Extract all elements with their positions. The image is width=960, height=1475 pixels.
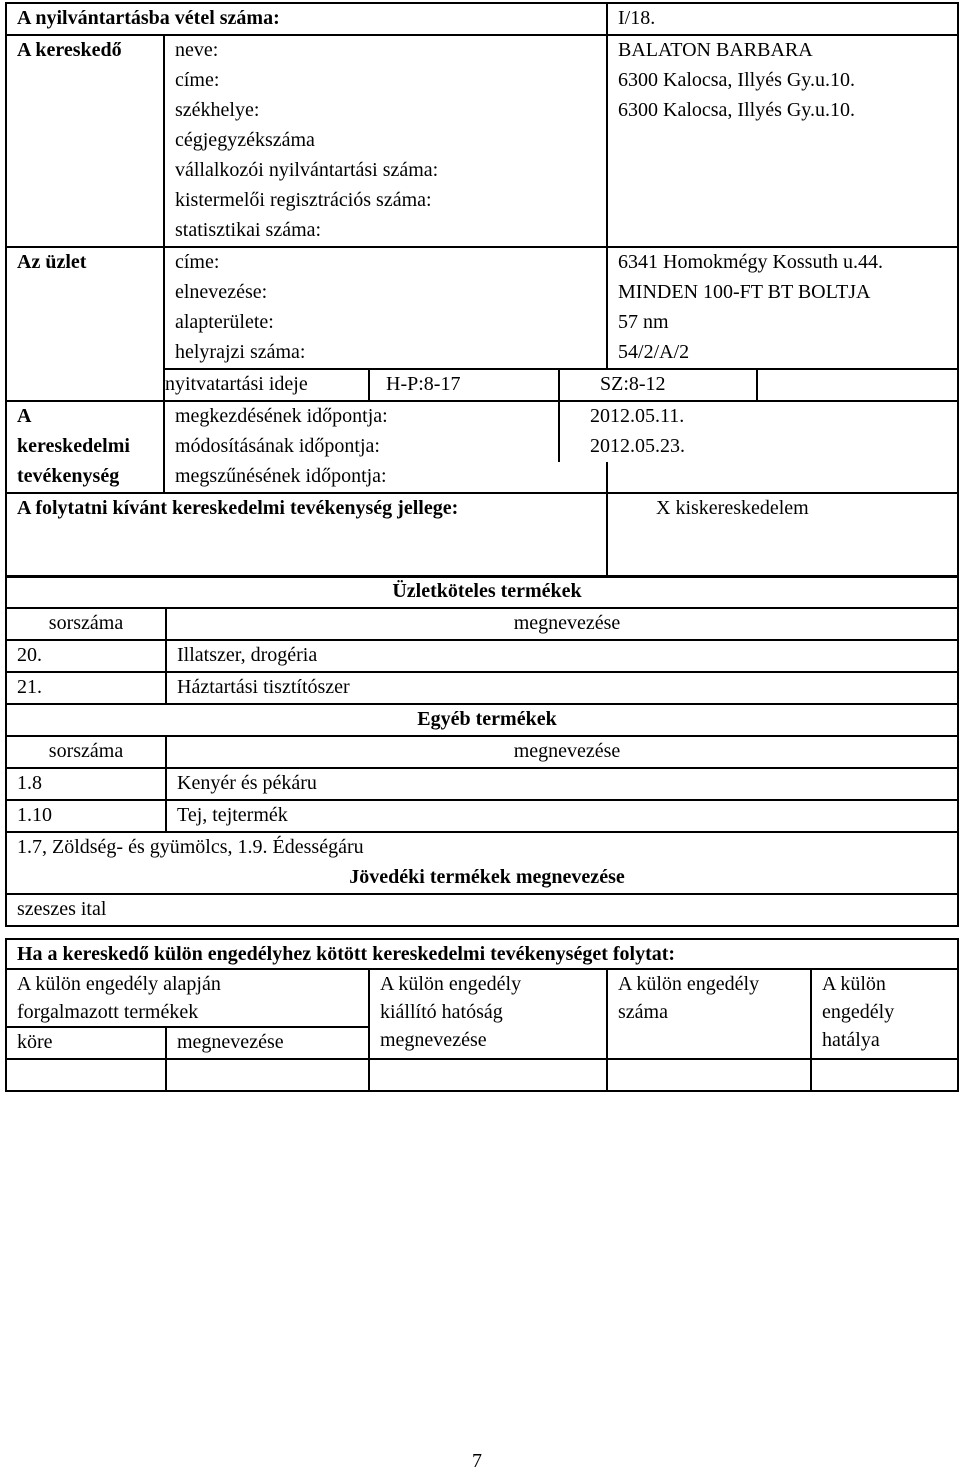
trader-value: [607, 126, 958, 156]
registry-label: A nyilvántartásba vétel száma:: [6, 3, 607, 35]
permits-col3-line1: A külön engedély: [618, 973, 760, 995]
registry-value: I/18.: [607, 3, 958, 35]
permits-col2-line1: A külön engedély: [380, 973, 522, 995]
permits-col1-line1: A külön engedély alapján: [17, 973, 221, 995]
product-number: 20.: [6, 640, 166, 672]
activity-nature-row: [6, 493, 958, 577]
permits-col2-line2: kiállító hatóság: [380, 1001, 503, 1023]
activity-value: [607, 462, 958, 493]
permits-empty-cell: [6, 1059, 166, 1091]
opening-hours-weekdays: H-P:8-17: [369, 369, 559, 401]
trader-label: statisztikai száma:: [164, 216, 607, 247]
shop-label: alapterülete:: [164, 308, 607, 338]
permits-empty-cell: [811, 1059, 958, 1091]
permits-empty-cell: [166, 1059, 369, 1091]
trader-label: cégjegyzékszáma: [164, 126, 607, 156]
activity-row: [6, 462, 958, 493]
registration-form-table: [5, 2, 959, 578]
product-name: Kenyér és pékáru: [166, 768, 958, 800]
permits-col4-header: [811, 969, 958, 1059]
other-products-heading: Egyéb termékek: [6, 704, 958, 736]
permits-col2-line3: megnevezése: [380, 1029, 487, 1051]
trader-label: neve:: [164, 35, 607, 66]
trader-row: [6, 35, 958, 66]
excise-products-heading: Jövedéki termékek megnevezése: [6, 863, 958, 894]
permits-empty-row: [6, 1059, 958, 1091]
product-number: 1.10: [6, 800, 166, 832]
trader-label: kistermelői regisztrációs száma:: [164, 186, 607, 216]
registry-row: [6, 3, 958, 35]
product-name: Illatszer, drogéria: [166, 640, 958, 672]
trader-value: 6300 Kalocsa, Illyés Gy.u.10.: [618, 99, 856, 121]
activity-nature-label: A folytatni kívánt kereskedelmi tevékenység jellege:: [6, 493, 607, 577]
activity-heading-1: A: [6, 401, 164, 432]
activity-heading-3: tevékenység: [6, 462, 164, 493]
trader-value: 6300 Kalocsa, Illyés Gy.u.10.: [618, 69, 856, 91]
permits-col1-header: [6, 969, 369, 1027]
shop-label: elnevezése:: [164, 278, 607, 308]
product-number: 1.8: [6, 768, 166, 800]
permits-col4-line3: hatálya: [822, 1029, 880, 1051]
activity-value: 2012.05.23.: [590, 435, 685, 457]
excise-heading-row: [6, 863, 958, 894]
trader-label: címe:: [164, 66, 607, 96]
activity-row: [6, 401, 958, 432]
permits-col4-line1: A külön: [822, 973, 886, 995]
permits-col1-line2: forgalmazott termékek: [17, 1001, 199, 1023]
col-name-header: megnevezése: [166, 608, 958, 640]
shop-heading: Az üzlet: [6, 247, 164, 401]
table-row: [6, 768, 958, 800]
excise-item: szeszes ital: [17, 898, 107, 920]
activity-nature-value: X kiskereskedelem: [656, 497, 809, 519]
permits-table: [5, 938, 959, 1092]
permits-col3-header: [607, 969, 811, 1059]
shop-value: 57 nm: [618, 311, 669, 333]
product-number: 21.: [6, 672, 166, 704]
shop-label: helyrajzi száma:: [164, 338, 607, 369]
col-number-header: sorszáma: [6, 608, 166, 640]
other-products-heading-row: [6, 704, 958, 736]
other-products-note-row: [6, 832, 958, 863]
trader-value: [607, 216, 958, 247]
permits-header-row: [6, 969, 958, 1027]
col-number-header: sorszáma: [6, 736, 166, 768]
permits-col2-header: [369, 969, 607, 1059]
permits-col1b-header: megnevezése: [166, 1027, 369, 1059]
trader-label: székhelye:: [164, 96, 607, 126]
trader-value: [607, 156, 958, 186]
permits-empty-cell: [369, 1059, 607, 1091]
opening-hours-saturday: SZ:8-12: [559, 369, 757, 401]
licensed-products-heading-row: [6, 576, 958, 608]
opening-hours-empty: [757, 369, 958, 401]
activity-label: módosításának időpontja:: [164, 432, 559, 462]
trader-heading: A kereskedő: [6, 35, 164, 247]
products-table: [5, 575, 959, 927]
permits-empty-cell: [607, 1059, 811, 1091]
activity-heading-2: kereskedelmi: [6, 432, 164, 462]
table-row: [6, 800, 958, 832]
permits-col1a-header: köre: [6, 1027, 166, 1059]
permits-heading-row: [6, 939, 958, 969]
activity-label: megkezdésének időpontja:: [164, 401, 559, 432]
permits-heading: Ha a kereskedő külön engedélyhez kötött kereskedelmi tevékenységet folytat:: [17, 943, 676, 965]
products-header-row: [6, 608, 958, 640]
shop-label: címe:: [164, 247, 607, 278]
shop-value: 6341 Homokmégy Kossuth u.44.: [618, 251, 884, 273]
licensed-products-heading: Üzletköteles termékek: [6, 576, 958, 608]
shop-value: 54/2/A/2: [618, 341, 690, 363]
activity-row: [6, 432, 958, 462]
table-row: [6, 672, 958, 704]
table-row: [6, 640, 958, 672]
products-header-row: [6, 736, 958, 768]
col-name-header: megnevezése: [166, 736, 958, 768]
other-products-note: 1.7, Zöldség- és gyümölcs, 1.9. Édességáru: [17, 836, 364, 858]
shop-value: MINDEN 100-FT BT BOLTJA: [618, 281, 871, 303]
shop-row: [6, 247, 958, 278]
activity-label: megszűnésének időpontja:: [164, 462, 607, 493]
product-name: Tej, tejtermék: [166, 800, 958, 832]
trader-label: vállalkozói nyilvántartási száma:: [164, 156, 607, 186]
trader-value: BALATON BARBARA: [618, 39, 813, 61]
permits-col3-line2: száma: [618, 1001, 668, 1023]
permits-col4-line2: engedély: [822, 1001, 895, 1023]
trader-value: [607, 186, 958, 216]
activity-value: 2012.05.11.: [590, 405, 685, 427]
page-number: 7: [472, 1450, 482, 1472]
product-name: Háztartási tisztítószer: [166, 672, 958, 704]
excise-item-row: [6, 894, 958, 926]
opening-hours-label: nyitvatartási ideje: [164, 369, 369, 401]
